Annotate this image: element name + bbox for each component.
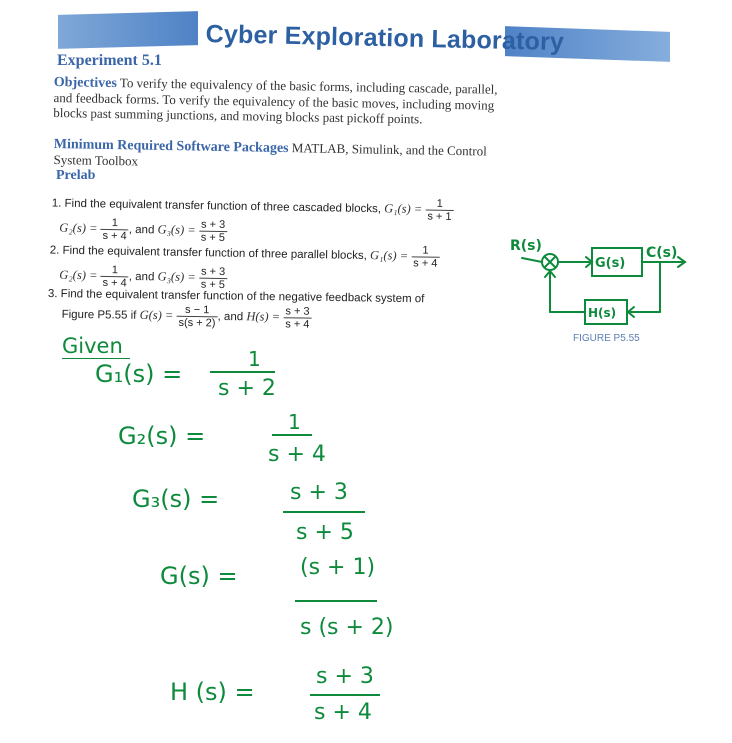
hand-eq-g2-lhs: G₂(s) = — [118, 422, 206, 450]
software-paragraph — [53, 136, 503, 175]
and-word: , and — [128, 223, 155, 237]
software-label: Minimum Required Software Packages — [53, 136, 289, 157]
feedback-block-label: H(s) — [588, 306, 617, 320]
equation-lhs: G₃(s) = — [157, 269, 196, 285]
fraction: $\frac{s + 3}{s + 5}$ — [200, 265, 226, 292]
fraction: $\frac{1}{s + 4}$ — [100, 217, 129, 242]
equation-lhs: G₂(s) = — [59, 220, 98, 236]
equation-lhs: H(s) = — [246, 309, 281, 324]
hand-eq-g3-bar — [283, 511, 365, 513]
item-number: 3. — [47, 288, 58, 301]
and-word: , and — [217, 310, 244, 324]
item-text: Find the equivalent transfer function of three cascaded blocks, — [64, 197, 382, 216]
hand-eq-h-bar — [310, 694, 380, 696]
experiment-title: Experiment 5.1 — [57, 52, 162, 69]
item-number: 1. — [51, 197, 62, 210]
hand-eq-g-bar — [295, 600, 377, 602]
fraction: $\frac{s + 3}{s + 4}$ — [285, 305, 310, 331]
item-text-2: Figure P5.55 if — [61, 308, 137, 322]
hand-eq-g1-lhs: G₁(s) = — [95, 360, 183, 388]
fraction: $\frac{1}{s + 4}$ — [411, 244, 440, 269]
equation-lhs: G₃(s) = — [157, 222, 196, 238]
objectives-text: To verify the equivalency of the basic forms, including cascade, parallel, and feedback forms. To verify the equivalency of the basic moves, including moving blocks past summing junctions, and moving blocks past pickoff points. — [53, 75, 498, 127]
hand-eq-g-den: s (s + 2) — [300, 615, 394, 640]
output-label: C(s) — [646, 245, 678, 261]
fraction: $\frac{s - 1}{s(s + 2)}$ — [176, 304, 217, 330]
given-underline — [62, 358, 130, 359]
equation-lhs: G₂(s) = — [59, 267, 98, 283]
hand-eq-g3-den: s + 5 — [296, 520, 354, 545]
banner-title: Cyber Exploration Laboratory — [205, 20, 565, 57]
hand-eq-g3-lhs: G₃(s) = — [132, 485, 220, 513]
equation-lhs: G₁(s) = — [369, 248, 409, 263]
fraction: $\frac{s + 3}{s + 5}$ — [200, 218, 226, 245]
banner-left-bar — [58, 11, 198, 49]
prelab-item-2 — [49, 238, 515, 296]
hand-eq-g2-bar — [272, 434, 312, 436]
item-number: 2. — [49, 244, 60, 257]
input-label: R(s) — [510, 238, 542, 254]
objectives-paragraph — [53, 74, 504, 128]
figure-caption: FIGURE P5.55 — [573, 333, 640, 344]
hand-eq-g1-den: s + 2 — [218, 376, 276, 401]
software-text: MATLAB, Simulink, and the Control System Toolbox — [53, 140, 487, 169]
hand-eq-h-den: s + 4 — [314, 700, 372, 725]
hand-eq-g-num: (s + 1) — [300, 555, 376, 580]
hand-eq-g2-den: s + 4 — [268, 442, 326, 467]
hand-eq-g-lhs: G(s) = — [160, 562, 238, 590]
hand-eq-h-lhs: H (s) = — [170, 678, 255, 706]
objectives-label: Objectives — [53, 74, 117, 92]
fraction: $\frac{1}{s + 1}$ — [425, 198, 454, 223]
hand-eq-g1-num: 1 — [248, 347, 261, 371]
input-arrow — [522, 258, 542, 262]
hand-eq-g1-bar — [210, 371, 275, 373]
hand-eq-g2-num: 1 — [288, 410, 301, 434]
prelab-item-3 — [47, 288, 517, 334]
hand-eq-h-num: s + 3 — [316, 664, 374, 689]
prelab-heading: Prelab — [56, 168, 96, 183]
handwritten-given: Given — [62, 334, 123, 358]
equation-lhs: G₁(s) = — [384, 201, 423, 216]
item-text: Find the equivalent transfer function of three parallel blocks, — [62, 244, 367, 263]
hand-eq-g3-num: s + 3 — [290, 480, 348, 505]
fraction: $\frac{1}{s + 4}$ — [100, 264, 129, 289]
equation-lhs: G(s) = — [139, 307, 174, 323]
and-word: , and — [128, 270, 155, 284]
item-text: Find the equivalent transfer function of the negative feedback system of — [60, 288, 425, 306]
forward-block-label: G(s) — [595, 256, 626, 271]
